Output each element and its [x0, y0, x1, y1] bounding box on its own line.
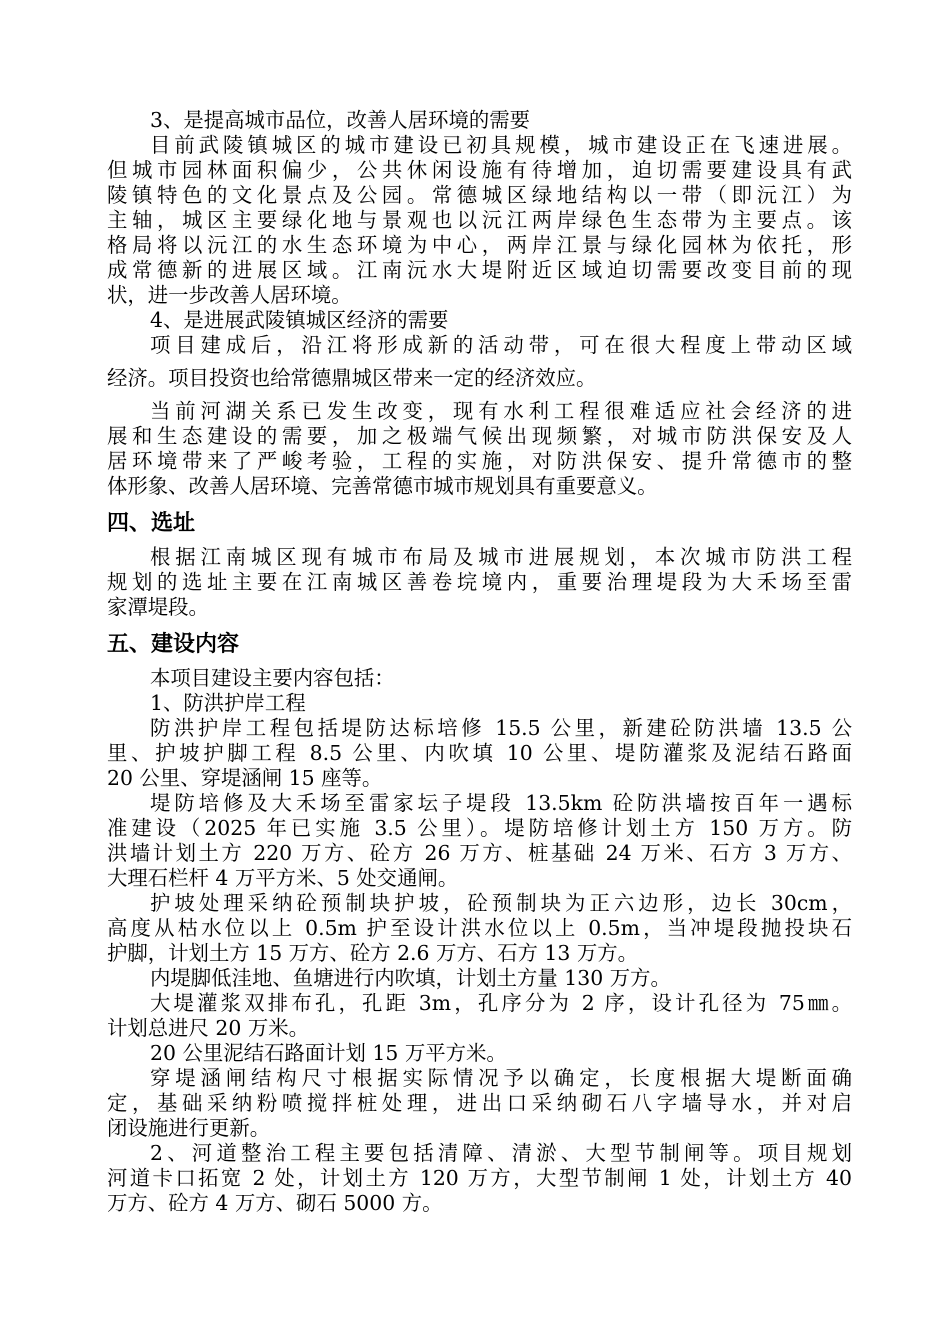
paragraph-line: 闭设施进行更新。 [107, 1116, 271, 1140]
paragraph-line: 主轴，城区主要绿化地与景观也以沅江两岸绿色生态带为主要点。该 [107, 208, 852, 232]
paragraph-line: 定，基础采纳粉喷搅拌桩处理，进出口采纳砌石八字墙导水，并对启 [107, 1091, 852, 1115]
section-heading-content: 五、建设内容 [107, 632, 240, 657]
paragraph-line: 20 公里、穿堤涵闸 15 座等。 [107, 766, 383, 790]
paragraph-line: 状，进一步改善人居环境。 [107, 283, 352, 307]
paragraph-line: 大堤灌浆双排布孔，孔距 3m，孔序分为 2 序，设计孔径为 75㎜。 [150, 991, 852, 1015]
paragraph-line: 护脚，计划土方 15 万方、砼方 2.6 万方、石方 13 万方。 [107, 941, 639, 965]
section-heading-site: 四、选址 [107, 511, 196, 536]
paragraph-line: 高度从枯水位以上 0.5m 护至设计洪水位以上 0.5m，当冲堤段抛投块石 [107, 916, 852, 940]
paragraph-line: 大理石栏杆 4 万平方米、5 处交通闸。 [107, 866, 459, 890]
paragraph-line: 规划的选址主要在江南城区善卷垸境内，重要治理堤段为大禾场至雷 [107, 570, 852, 594]
paragraph-line: 洪墙计划土方 220 万方、砼方 26 万方、桩基础 24 万米、石方 3 万方、 [107, 841, 852, 865]
paragraph-line: 本项目建设主要内容包括： [150, 666, 395, 690]
paragraph-line: 防洪护岸工程包括堤防达标培修 15.5 公里，新建砼防洪墙 13.5 公 [150, 716, 852, 740]
paragraph-line: 准建设（2025 年已实施 3.5 公里）。堤防培修计划土方 150 万方。防 [107, 816, 852, 840]
paragraph-line: 成常德新的进展区域。江南沅水大堤附近区域迫切需要改变目前的现 [107, 258, 852, 282]
paragraph-line: 计划总进尺 20 万米。 [107, 1016, 310, 1040]
document-page [107, 108, 852, 1216]
paragraph-line: 经济。项目投资也给常德鼎城区带来一定的经济效应。 [107, 366, 597, 390]
paragraph-line: 堤防培修及大禾场至雷家坛子堤段 13.5km 砼防洪墙按百年一遇标 [150, 791, 852, 815]
paragraph-line: 格局将以沅江的水生态环境为中心，两岸江景与绿化园林为依托，形 [107, 233, 852, 257]
paragraph-line: 居环境带来了严峻考验，工程的实施，对防洪保安、提升常德市的整 [107, 449, 852, 473]
paragraph-line: 内堤脚低洼地、鱼塘进行内吹填，计划土方量 130 万方。 [150, 966, 671, 990]
paragraph-line: 护坡处理采纳砼预制块护坡，砼预制块为正六边形，边长 30cm， [150, 891, 852, 915]
paragraph-line: 里、护坡护脚工程 8.5 公里、内吹填 10 公里、堤防灌浆及泥结石路面 [107, 741, 852, 765]
paragraph-line: 家潭堤段。 [107, 595, 209, 619]
paragraph-line: 河道卡口拓宽 2 处，计划土方 120 万方，大型节制闸 1 处，计划土方 40 [107, 1166, 852, 1190]
subheading-item-4: 4、是进展武陵镇城区经济的需要 [150, 308, 449, 332]
paragraph-line: 根据江南城区现有城市布局及城市进展规划，本次城市防洪工程 [150, 545, 852, 569]
paragraph-line: 项目建成后，沿江将形成新的活动带，可在很大程度上带动区域 [150, 333, 852, 357]
subheading-item-1: 1、防洪护岸工程 [150, 691, 306, 715]
paragraph-line: 展和生态建设的需要，加之极端气候出现频繁，对城市防洪保安及人 [107, 424, 852, 448]
paragraph-line: 体形象、改善人居环境、完善常德市城市规划具有重要意义。 [107, 474, 658, 498]
paragraph-line: 但城市园林面积偏少，公共休闲设施有待增加，迫切需要建设具有武 [107, 158, 852, 182]
subheading-item-3: 3、是提高城市品位，改善人居环境的需要 [150, 108, 531, 132]
paragraph-line: 穿堤涵闸结构尺寸根据实际情况予以确定，长度根据大堤断面确 [150, 1066, 852, 1090]
paragraph-line: 万方、砼方 4 万方、砌石 5000 方。 [107, 1191, 443, 1215]
paragraph-line: 目前武陵镇城区的城市建设已初具规模，城市建设正在飞速进展。 [150, 133, 852, 157]
paragraph-line: 当前河湖关系已发生改变，现有水利工程很难适应社会经济的进 [150, 399, 852, 423]
paragraph-line: 2、河道整治工程主要包括清障、清淤、大型节制闸等。项目规划 [150, 1141, 852, 1165]
paragraph-line: 20 公里泥结石路面计划 15 万平方米。 [150, 1041, 507, 1065]
paragraph-line: 陵镇特色的文化景点及公园。常德城区绿地结构以一带（即沅江）为 [107, 183, 852, 207]
